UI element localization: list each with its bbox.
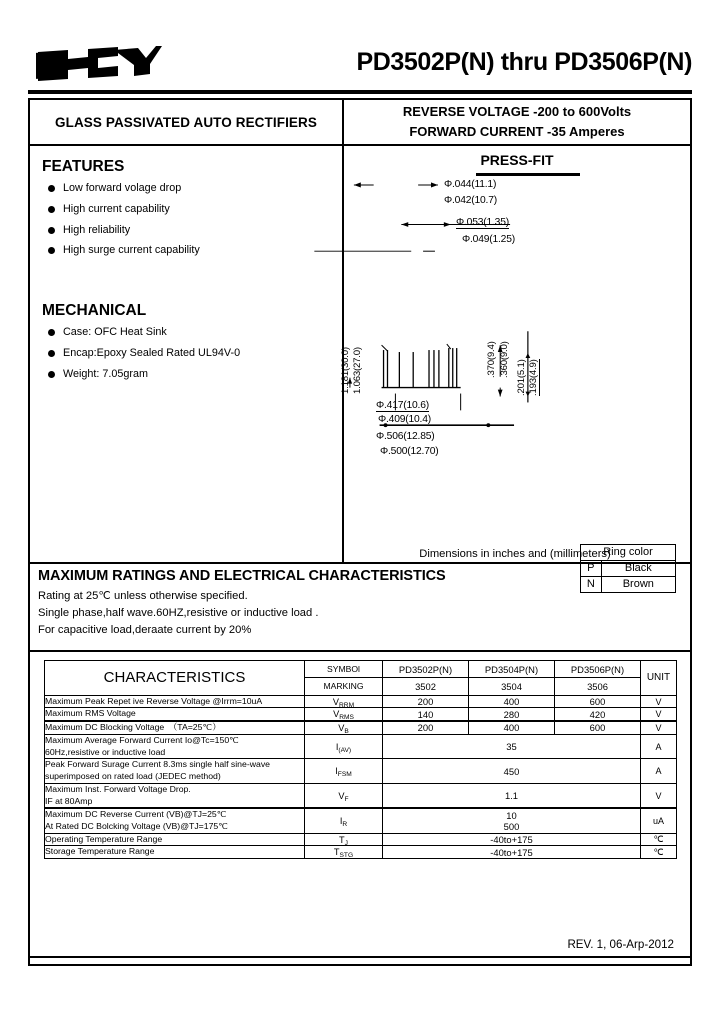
row-description: Storage Temperature Range bbox=[45, 846, 305, 859]
row-unit: A bbox=[641, 759, 677, 783]
row-description: Maximum RMS Voltage bbox=[45, 708, 305, 721]
ratings-note-2: Single phase,half wave.60HZ,resistive or inductive load . bbox=[38, 607, 319, 619]
package-outline-drawing bbox=[344, 146, 690, 562]
list-item: High surge current capability bbox=[48, 245, 342, 256]
row-value: 600 bbox=[555, 721, 641, 734]
mechanical-heading: MECHANICAL bbox=[42, 302, 147, 320]
table-row bbox=[45, 734, 677, 758]
col-characteristics: CHARACTERISTICS bbox=[45, 661, 305, 696]
row-value: -40to+175 bbox=[383, 833, 641, 846]
list-item: High current capability bbox=[48, 204, 342, 215]
row-value: 450 bbox=[383, 759, 641, 783]
ratings-note-1: Rating at 25℃ unless otherwise specified. bbox=[38, 590, 248, 602]
dim-top-4: Φ.049(1.25) bbox=[462, 234, 515, 245]
row-value: 35 bbox=[383, 734, 641, 758]
col-part: PD3506P(N) bbox=[555, 661, 641, 678]
dim-top-3: Φ.053(1.35) bbox=[456, 217, 509, 228]
row-value: 400 bbox=[469, 695, 555, 708]
mechanical-list bbox=[42, 327, 342, 379]
revision-label: REV. 1, 06-Arp-2012 bbox=[567, 938, 674, 951]
row-value: 200 bbox=[383, 695, 469, 708]
dim-right-3: .201(5.1) bbox=[516, 359, 527, 396]
row-value: 400 bbox=[469, 721, 555, 734]
row-symbol: $I_{(AV)}$ bbox=[305, 734, 383, 758]
row-symbol: $V_F$ bbox=[305, 783, 383, 808]
row-value: 600 bbox=[555, 695, 641, 708]
table-row bbox=[45, 759, 677, 783]
dim-bottom-1: Φ.417(10.6) bbox=[376, 400, 429, 411]
table-row bbox=[45, 846, 677, 859]
row-symbol: $V_{RMS}$ bbox=[305, 708, 383, 721]
ratings-summary-cell bbox=[344, 100, 690, 144]
content-frame bbox=[28, 98, 692, 966]
dim-right-2: .360(9.0) bbox=[499, 341, 510, 378]
row-unit: ℃ bbox=[641, 833, 677, 846]
features-heading: FEATURES bbox=[42, 158, 125, 175]
row-value: 420 bbox=[555, 708, 641, 721]
ratings-intro bbox=[30, 564, 690, 652]
row-value: 10 500 bbox=[383, 808, 641, 833]
row-value: 280 bbox=[469, 708, 555, 721]
ratings-heading: MAXIMUM RATINGS AND ELECTRICAL CHARACTERISTICS bbox=[38, 568, 446, 584]
list-item: Weight: 7.05gram bbox=[48, 369, 342, 380]
product-family-cell bbox=[30, 100, 344, 144]
row-unit: ℃ bbox=[641, 846, 677, 859]
table-row bbox=[45, 695, 677, 708]
features-panel bbox=[30, 146, 344, 562]
col-symbol: SYMBOl bbox=[305, 661, 383, 678]
col-unit: UNIT bbox=[641, 661, 677, 696]
row-unit: V bbox=[641, 721, 677, 734]
page-header bbox=[28, 44, 692, 94]
row-unit: A bbox=[641, 734, 677, 758]
col-part: PD3504P(N) bbox=[469, 661, 555, 678]
row-description: Peak Forward Surage Current 8.3ms single half sine-wave superimposed on rated load (JEDEC method) bbox=[45, 759, 305, 783]
row-description: Maximum DC Blocking Voltage （TA=25℃） bbox=[45, 721, 305, 734]
hy-logo-icon bbox=[34, 46, 164, 82]
col-marking: MARKING bbox=[305, 678, 383, 695]
row-symbol: $V_{RRM}$ bbox=[305, 695, 383, 708]
list-item: High reliability bbox=[48, 225, 342, 236]
characteristics-table-wrap bbox=[30, 652, 690, 859]
dim-top-1: Φ.044(11.1) bbox=[444, 179, 497, 190]
reverse-voltage-label: REVERSE VOLTAGE -200 to 600Volts bbox=[402, 103, 632, 119]
dim-bottom-3: Φ.506(12.85) bbox=[376, 431, 435, 442]
page-title: PD3502P(N) thru PD3506P(N) bbox=[356, 48, 692, 76]
table-row bbox=[45, 833, 677, 846]
table-row bbox=[45, 708, 677, 721]
table-header-row-1 bbox=[45, 661, 677, 678]
ring-code: P bbox=[581, 561, 602, 577]
col-marking-value: 3504 bbox=[469, 678, 555, 695]
forward-current-label: FORWARD CURRENT -35 Amperes bbox=[409, 124, 625, 139]
package-drawing-panel bbox=[340, 146, 690, 590]
features-list bbox=[42, 183, 342, 256]
dim-right-1: .370(9.4) bbox=[486, 341, 497, 378]
press-fit-title: PRESS-FIT bbox=[480, 152, 554, 168]
col-marking-value: 3506 bbox=[555, 678, 641, 695]
row-description: Maximum Inst. Forward Voltage Drop. IF at 80Amp bbox=[45, 783, 305, 808]
row-value: -40to+175 bbox=[383, 846, 641, 859]
table-row bbox=[45, 721, 677, 734]
dim-left-1: 1.181(30.0) bbox=[340, 347, 351, 394]
title-band bbox=[30, 100, 690, 146]
dim-bottom-4: Φ.500(12.70) bbox=[380, 446, 439, 457]
row-value: 1.1 bbox=[383, 783, 641, 808]
row-description: Maximum Peak Repet ive Reverse Voltage @Irrm=10uA bbox=[45, 695, 305, 708]
row-unit: V bbox=[641, 708, 677, 721]
header-divider bbox=[28, 90, 692, 94]
dimensions-note: Dimensions in inches and (millimeters) bbox=[419, 548, 611, 560]
row-symbol: $T_J$ bbox=[305, 833, 383, 846]
dim-top-2: Φ.042(10.7) bbox=[444, 195, 497, 206]
characteristics-table bbox=[44, 660, 677, 859]
list-item: Encap:Epoxy Sealed Rated UL94V-0 bbox=[48, 348, 342, 359]
col-part: PD3502P(N) bbox=[383, 661, 469, 678]
table-row bbox=[45, 783, 677, 808]
row-description: Maximum Average Forward Current Io@Tc=150℃ 60Hz,resistive or inductive load bbox=[45, 734, 305, 758]
row-description: Operating Temperature Range bbox=[45, 833, 305, 846]
dim-right-4: .193(4.9) bbox=[528, 359, 539, 396]
ring-color: Black bbox=[601, 561, 675, 577]
dim-bottom-2: Φ.409(10.4) bbox=[378, 414, 431, 425]
list-item: Case: OFC Heat Sink bbox=[48, 327, 342, 338]
ring-color: Brown bbox=[601, 577, 675, 593]
row-symbol: $T_{STG}$ bbox=[305, 846, 383, 859]
list-item: Low forward volage drop bbox=[48, 183, 342, 194]
ring-color-title: Ring color bbox=[581, 545, 676, 561]
ratings-note-3: For capacitive load,deraate current by 20% bbox=[38, 624, 252, 636]
dim-left-2: 1.063(27.0) bbox=[352, 347, 363, 394]
row-unit: V bbox=[641, 783, 677, 808]
row-value: 140 bbox=[383, 708, 469, 721]
footer-divider bbox=[30, 956, 690, 958]
col-marking-value: 3502 bbox=[383, 678, 469, 695]
row-description: Maximum DC Reverse Current (VB)@TJ=25℃ At Rated DC Bolcking Voltage (VB)@TJ=175℃ bbox=[45, 808, 305, 833]
table-row bbox=[45, 808, 677, 833]
row-unit: uA bbox=[641, 808, 677, 833]
ring-code: N bbox=[581, 577, 602, 593]
row-symbol: $V_B$ bbox=[305, 721, 383, 734]
row-symbol: $I_R$ bbox=[305, 808, 383, 833]
row-unit: V bbox=[641, 695, 677, 708]
product-family-label: GLASS PASSIVATED AUTO RECTIFIERS bbox=[55, 114, 317, 130]
row-value: 200 bbox=[383, 721, 469, 734]
row-symbol: $I_{FSM}$ bbox=[305, 759, 383, 783]
